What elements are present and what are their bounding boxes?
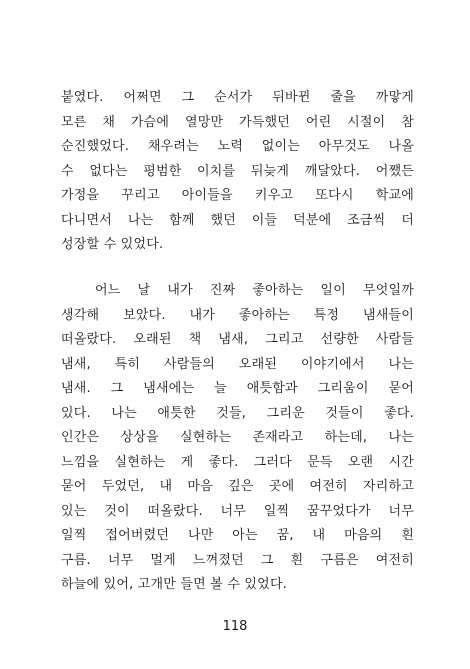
text-line: 일찍 접어버렸던 나만 아는 꿈, 내 마음의 흰 xyxy=(61,528,414,543)
text-line: 가정을 꾸리고 아이들을 키우고 또다시 학교에 xyxy=(61,188,414,203)
text-line: 냄새. 그 냄새에는 늘 애틋함과 그리움이 묻어 xyxy=(61,381,414,396)
text-line: 떠올랐다. 오래된 책 냄새, 그리고 선량한 사람들 xyxy=(61,332,414,347)
text-line: 붙였다. 어쩌면 그 순서가 뒤바뀐 줄을 까맣게 xyxy=(61,90,414,105)
text-line: 모른 채 가슴에 열망만 가득했던 어린 시절이 참 xyxy=(61,114,414,130)
text-line: 성장할 수 있었다. xyxy=(61,237,164,252)
text-line: 있는 것이 떠올랐다. 너무 일찍 꿈꾸었다가 너무 xyxy=(61,503,414,519)
text-line: 느낌을 실현하는 게 좋다. 그러다 문득 오랜 시간 xyxy=(61,454,414,470)
text-line: 순진했었다. 채우려는 노력 없이는 아무것도 나올 xyxy=(61,139,414,154)
text-line: 있다. 나는 애틋한 것들, 그리운 것들이 좋다. xyxy=(61,405,414,421)
text-line: 어느 날 내가 진짜 좋아하는 일이 무엇일까 xyxy=(61,283,414,298)
text-line: 하늘에 있어, 고개만 들면 볼 수 있었다. xyxy=(61,577,288,592)
text-line: 수 없다는 평범한 이치를 뒤늦게 깨달았다. 어쨌든 xyxy=(61,163,414,179)
text-line: 구름. 너무 멀게 느껴졌던 그 흰 구름은 여전히 xyxy=(61,552,414,568)
text-line: 인간은 상상을 실현하는 존재라고 하는데, 나는 xyxy=(61,430,414,445)
text-line: 생각해 보았다. 내가 좋아하는 특정 냄새들이 xyxy=(61,307,414,323)
paragraph xyxy=(61,86,414,258)
text-line: 다니면서 나는 함께 했던 이들 덕분에 조금씩 더 xyxy=(61,212,414,228)
paragraph xyxy=(61,279,414,598)
text-line: 묻어 두었던, 내 마음 깊은 곳에 여전히 자리하고 xyxy=(61,479,414,494)
text-line: 냄새, 특히 사람들의 오래된 이야기에서 나는 xyxy=(61,356,414,372)
page-number: 118 xyxy=(222,619,248,634)
